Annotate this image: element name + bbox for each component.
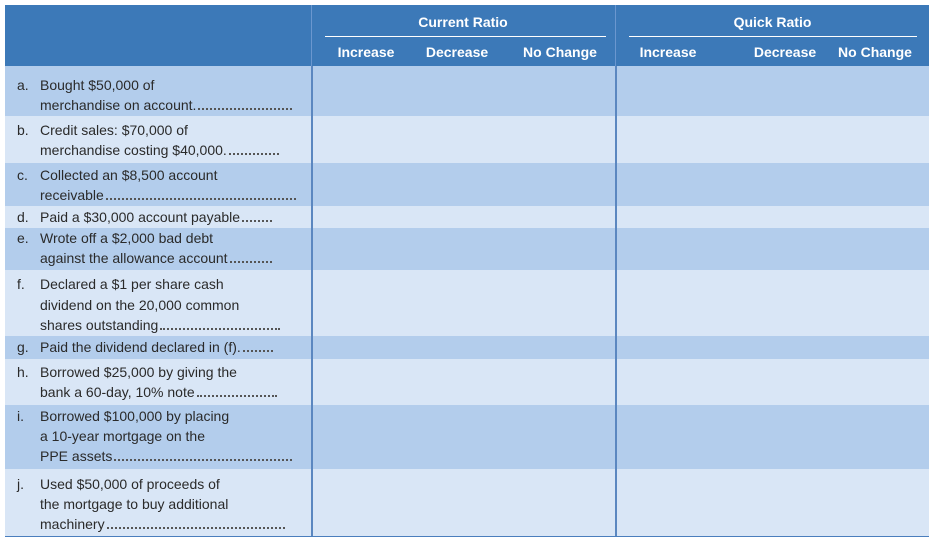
row-label-c — [5, 163, 311, 206]
row-text-line-dotted — [40, 209, 272, 225]
row-text: merchandise on account. — [40, 97, 197, 113]
row-letter: b. — [17, 122, 29, 138]
row-letter: e. — [17, 230, 29, 246]
row-text-line: Wrote off a $2,000 bad debt — [40, 230, 214, 246]
row-letter: f. — [17, 276, 25, 292]
row-text-line: a 10-year mortgage on the — [40, 428, 205, 444]
header-divider-1 — [311, 5, 312, 66]
table-row-g — [5, 336, 929, 359]
row-label-j — [5, 469, 311, 536]
column-divider-2 — [615, 66, 617, 537]
row-text: machinery — [40, 516, 105, 532]
table-row-h — [5, 359, 929, 405]
row-text-line: Borrowed $100,000 by placing — [40, 408, 230, 424]
row-text-line-dotted — [40, 339, 273, 355]
row-text: Paid the dividend declared in (f). — [40, 339, 241, 355]
leader-dots — [197, 394, 277, 397]
leader-dots — [107, 526, 285, 529]
row-label-b — [5, 116, 311, 163]
row-text: against the allowance account — [40, 250, 228, 266]
row-text-line: the mortgage to buy additional — [40, 496, 229, 512]
row-text: bank a 60-day, 10% note — [40, 384, 195, 400]
table-row-d — [5, 206, 929, 228]
row-text: Paid a $30,000 account payable — [40, 209, 241, 225]
row-text-line: Bought $50,000 of — [40, 77, 155, 93]
leader-dots — [242, 219, 272, 222]
row-text-line: Used $50,000 of proceeds of — [40, 476, 220, 492]
group-header-quick-ratio: Quick Ratio — [733, 13, 812, 30]
row-letter: j. — [17, 476, 24, 492]
leader-dots — [114, 458, 292, 461]
table-row-f — [5, 270, 929, 336]
leader-dots — [243, 349, 273, 352]
table-row-a — [5, 66, 929, 116]
row-text-line-dotted — [40, 97, 292, 113]
table-bottom-border — [5, 536, 929, 537]
row-text-line-dotted — [40, 250, 272, 266]
col-header-quick-decrease: Decrease — [753, 44, 817, 60]
row-text: receivable — [40, 187, 104, 203]
row-label-d — [5, 206, 311, 228]
table-header — [5, 5, 929, 66]
row-text-line-dotted — [40, 516, 285, 532]
row-label-h — [5, 359, 311, 405]
leader-dots — [230, 260, 272, 263]
column-divider-1 — [311, 66, 313, 537]
row-letter: g. — [17, 339, 29, 355]
row-label-f — [5, 270, 311, 336]
group-rule-current — [325, 36, 606, 37]
row-text-line: dividend on the 20,000 common — [40, 297, 240, 313]
row-label-g — [5, 336, 311, 359]
table-row-e — [5, 228, 929, 270]
leader-dots — [106, 197, 296, 200]
row-letter: d. — [17, 209, 29, 225]
table-row-c — [5, 163, 929, 206]
row-text: PPE assets — [40, 448, 113, 464]
row-label-i — [5, 405, 311, 469]
table-row-i — [5, 405, 929, 469]
row-letter: i. — [17, 408, 24, 424]
row-text-line: Borrowed $25,000 by giving the — [40, 364, 237, 380]
col-header-current-decrease: Decrease — [425, 44, 489, 60]
group-header-current-ratio: Current Ratio — [418, 13, 508, 30]
row-letter: c. — [17, 167, 28, 183]
row-text-line-dotted — [40, 187, 296, 203]
row-text: shares outstanding — [40, 317, 159, 333]
row-letter: a. — [17, 77, 29, 93]
row-text-line-dotted — [40, 317, 280, 333]
row-text: merchandise costing $40,000. — [40, 142, 227, 158]
header-divider-2 — [615, 5, 616, 66]
col-header-current-no-change: No Change — [523, 44, 597, 60]
row-text-line-dotted — [40, 384, 277, 400]
leader-dots — [198, 107, 292, 110]
leader-dots — [160, 327, 280, 330]
group-rule-quick — [629, 36, 917, 37]
leader-dots — [229, 152, 279, 155]
table-row-j — [5, 469, 929, 536]
row-text-line: Declared a $1 per share cash — [40, 276, 224, 292]
row-text-line: Collected an $8,500 account — [40, 167, 218, 183]
row-text-line: Credit sales: $70,000 of — [40, 122, 188, 138]
row-text-line-dotted — [40, 142, 279, 158]
col-header-quick-no-change: No Change — [838, 44, 912, 60]
row-letter: h. — [17, 364, 29, 380]
row-label-a — [5, 66, 311, 116]
row-text-line-dotted — [40, 448, 292, 464]
table-row-b — [5, 116, 929, 163]
row-label-e — [5, 228, 311, 270]
col-header-current-increase: Increase — [337, 44, 395, 60]
ratio-table — [5, 5, 929, 537]
col-header-quick-increase: Increase — [639, 44, 697, 60]
